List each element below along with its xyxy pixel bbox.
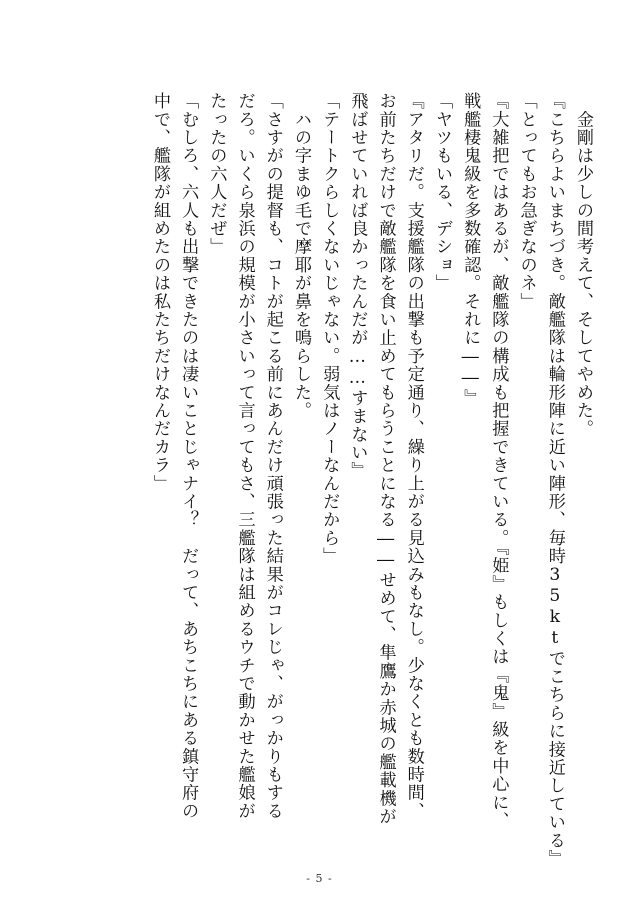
text-line: 『大雑把ではあるが、敵艦隊の構成も把握できている。『姫』もしくは『鬼』級を中心に、	[488, 92, 509, 830]
text-line: 戦艦棲鬼級を多数確認。それに――』	[460, 92, 481, 407]
text-line: 「とってもお急ぎなのネ」	[516, 92, 537, 311]
text-line: だろ。いくら泉浜の規模が小さいって言ってもさ、三艦隊は組めるウチで動かせた艦娘が	[234, 92, 255, 820]
page-number: - 5 -	[306, 872, 333, 885]
text-line: ハの字まゆ毛で摩耶が鼻を鳴らした。	[290, 92, 311, 420]
text-line: たったの六人だぜ」	[206, 92, 227, 256]
body-text	[146, 92, 597, 868]
text-line: 「ヤツもいる、デショ」	[431, 92, 452, 293]
text-line: 金剛は少しの間考えて、そしてやめた。	[573, 92, 593, 438]
text-line: 飛ばせていれば良かったんだが……すまない』	[347, 92, 368, 480]
text-line: 中で、艦隊が組めたのは私たちだけなんだカラ」	[149, 92, 170, 493]
text-line: 『こちらよいまちづき。敵艦隊は輪形陣に近い陣形、毎時35ktでこちらに接近している』	[544, 92, 565, 868]
text-line: 「むしろ、六人も出撃できたのは凄いことじゃナイ？ だって、あちこちにある鎮守府の	[178, 92, 199, 820]
text-line: お前たちだけで敵艦隊を食い止めてもらうことになる――せめて、隼鷹か赤城の艦載機が	[375, 92, 396, 826]
text-line: 『アタリだ。支援艦隊の出撃も予定通り、繰り上がる見込みもなし。少なくとも数時間、	[403, 92, 424, 820]
text-line: 「テートクらしくないじゃない。弱気はノーなんだから」	[319, 92, 340, 566]
text-line: 「さすがの提督も、コトが起こる前にあんだけ頑張った結果がコレじゃ、がっかりもする	[262, 92, 283, 820]
